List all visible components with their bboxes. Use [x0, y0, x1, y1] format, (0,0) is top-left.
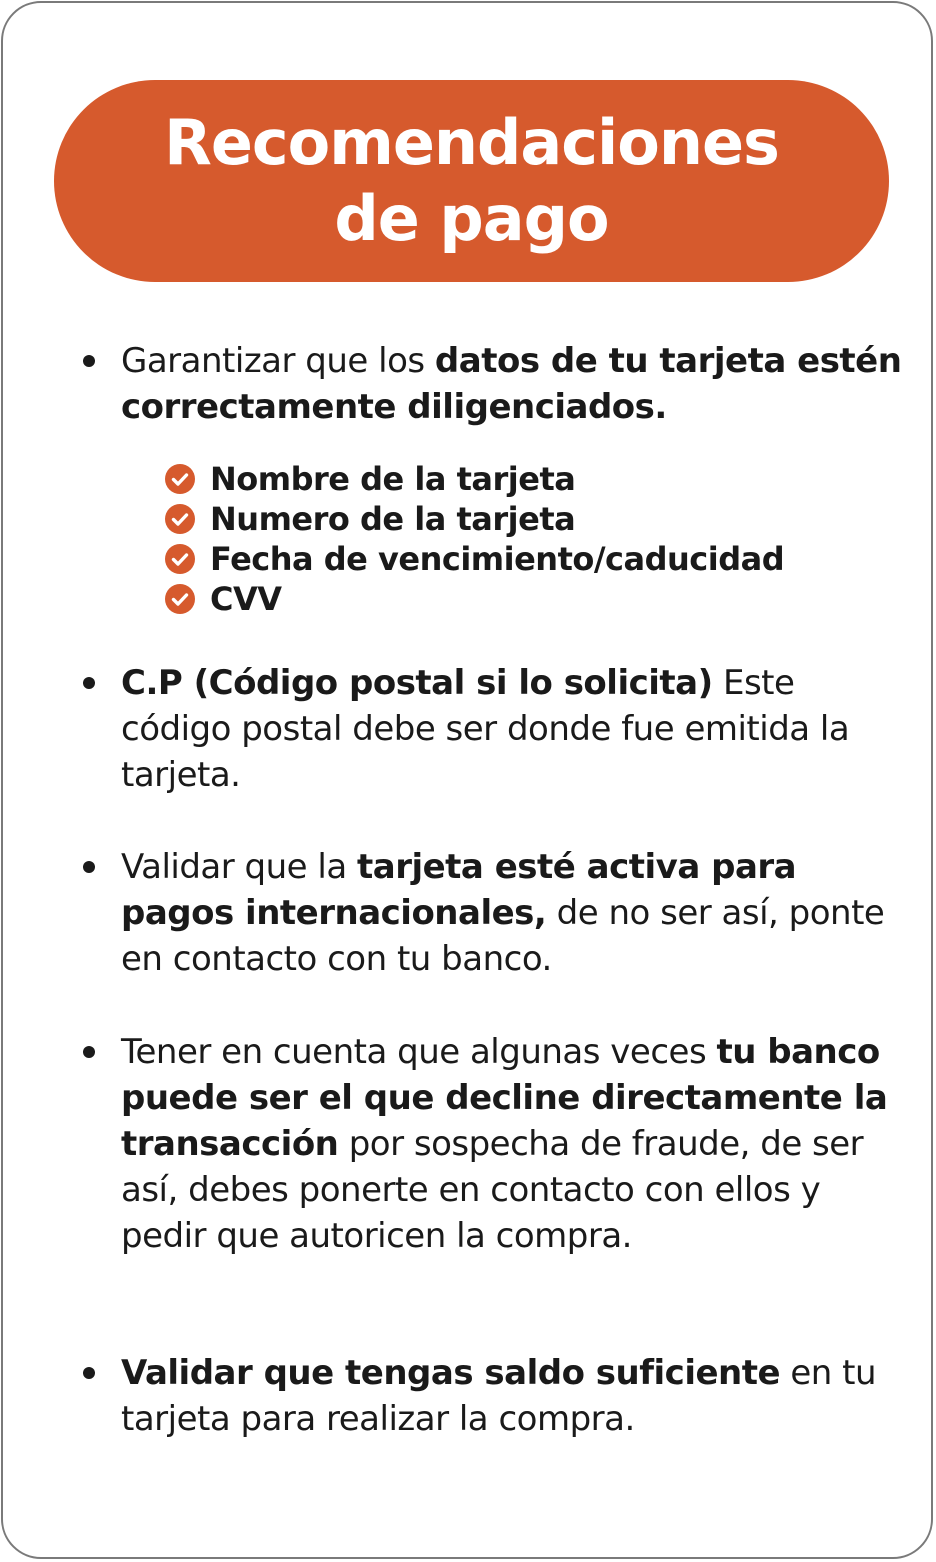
bullet-text: Validar que la: [121, 847, 357, 887]
bullet-dot: [83, 861, 95, 873]
bullet-bold-text: tu banco puede ser el que decline directamente la transacción: [121, 1032, 888, 1164]
title-line-2: de pago: [334, 182, 609, 255]
checklist-item: [165, 539, 885, 579]
checklist-label: Numero de la tarjeta: [210, 500, 576, 538]
bullet-text: por sospecha de fraude, de ser así, debes ponerte en contacto con ellos y pedir que autoricen la compra.: [121, 1124, 864, 1256]
checklist-label: Fecha de vencimiento/caducidad: [210, 540, 785, 578]
bullet-bank-decline: [121, 1029, 911, 1259]
checklist-label: CVV: [210, 580, 282, 618]
checklist-item: [165, 459, 885, 499]
bullet-sufficient-balance: [121, 1350, 911, 1442]
checklist-item: [165, 579, 885, 619]
bullet-text: Este código postal debe ser donde fue emitida la tarjeta.: [121, 663, 850, 795]
checklist-label: Nombre de la tarjeta: [210, 460, 576, 498]
bullet-text: en tu tarjeta para realizar la compra.: [121, 1353, 877, 1439]
bullet-text: Tener en cuenta que algunas veces: [121, 1032, 717, 1072]
bullet-dot: [83, 1046, 95, 1058]
check-circle-icon: [165, 584, 195, 614]
bullet-text: Garantizar que los: [121, 341, 435, 381]
bullet-card-data: [121, 338, 911, 430]
title-line-1: Recomendaciones: [164, 106, 779, 179]
checklist-item: [165, 499, 885, 539]
bullet-dot: [83, 677, 95, 689]
bullet-text: de no ser así, ponte en contacto con tu banco.: [121, 893, 885, 979]
bullet-bold-text: C.P (Código postal si lo solicita): [121, 663, 713, 703]
bullet-dot: [83, 355, 95, 367]
title-banner: [54, 80, 889, 282]
check-circle-icon: [165, 504, 195, 534]
bullet-dot: [83, 1367, 95, 1379]
recommendations-card: [1, 1, 933, 1559]
check-circle-icon: [165, 544, 195, 574]
bullet-postal-code: [121, 660, 911, 798]
bullet-bold-text: datos de tu tarjeta estén correctamente diligenciados.: [121, 341, 902, 427]
check-circle-icon: [165, 464, 195, 494]
bullet-bold-text: tarjeta esté activa para pagos internacionales,: [121, 847, 797, 933]
card-fields-checklist: [165, 459, 885, 619]
bullet-international-payments: [121, 844, 911, 982]
bullet-bold-text: Validar que tengas saldo suficiente: [121, 1353, 781, 1393]
